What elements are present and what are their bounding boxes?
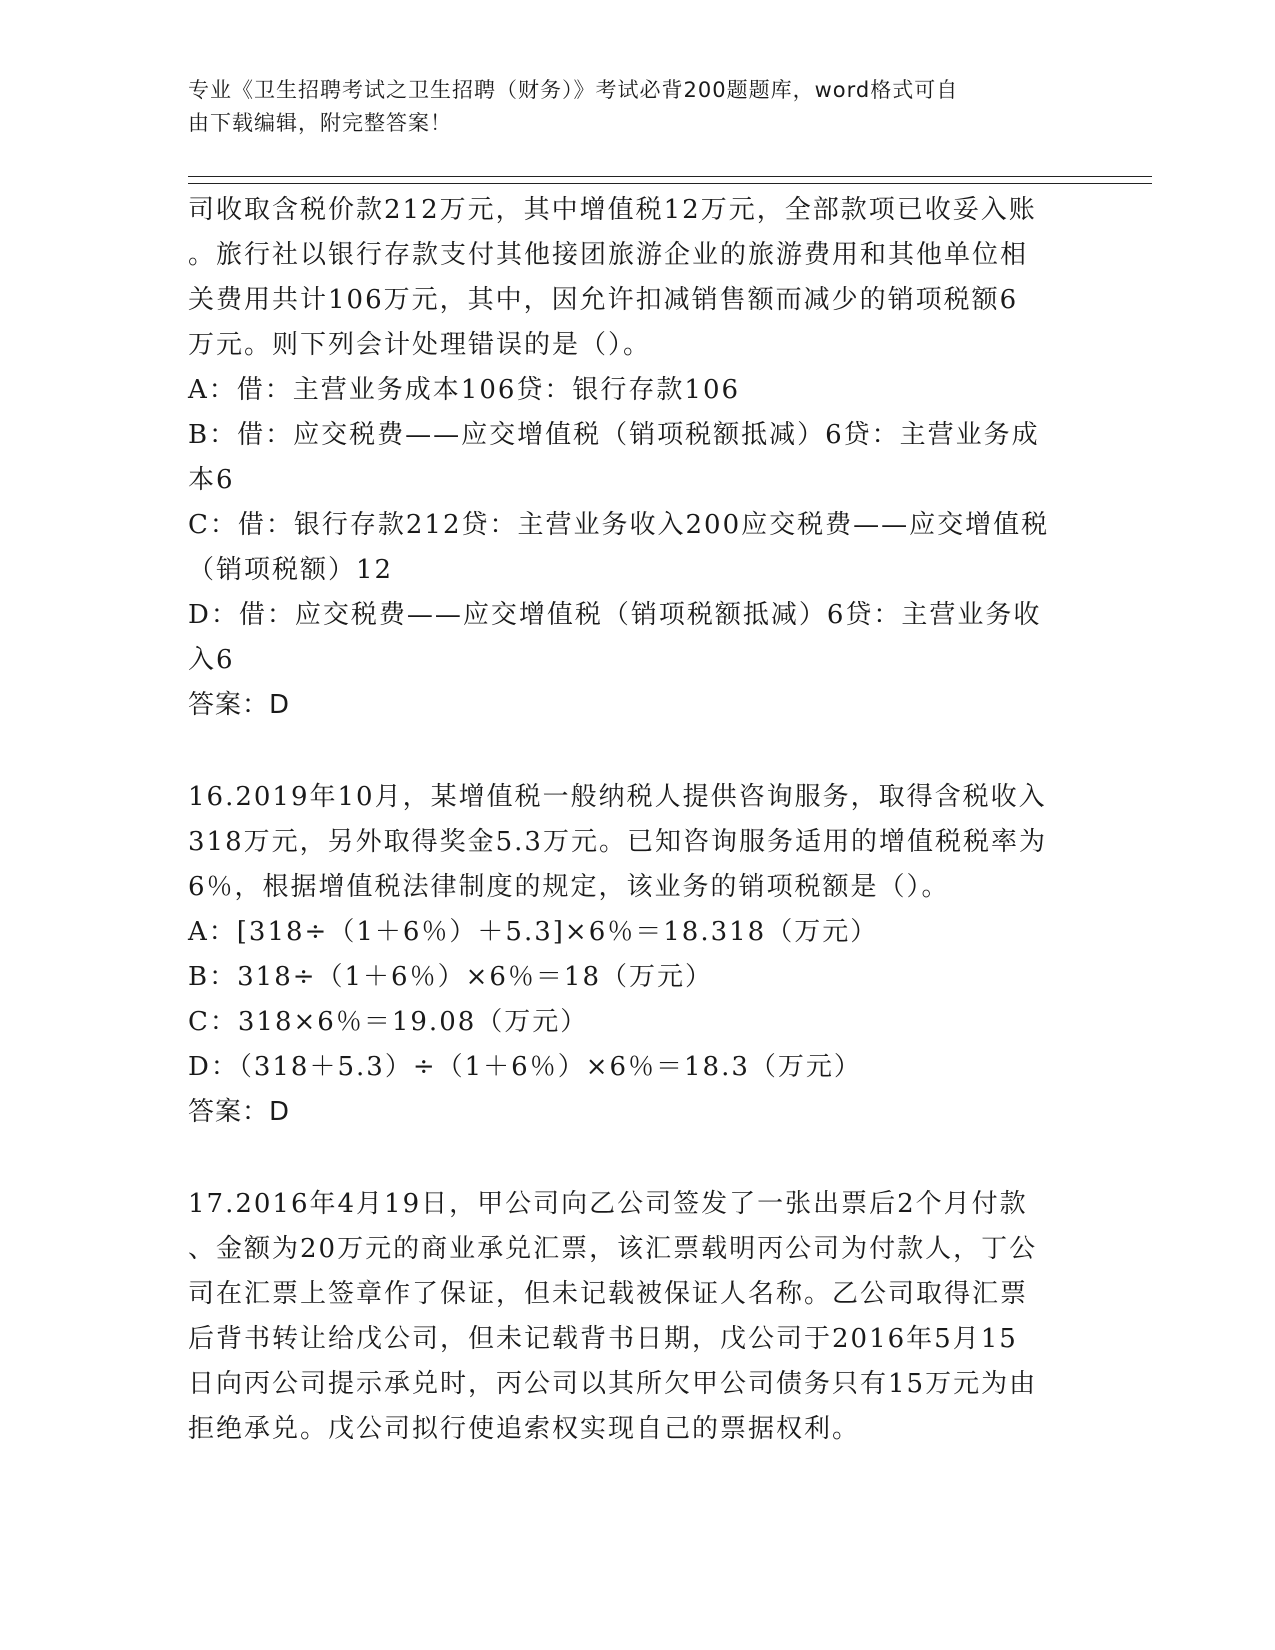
question-stem-line: 日向丙公司提示承兑时，丙公司以其所欠甲公司债务只有15万元为由 [188,1369,1038,1399]
document-header [188,74,1068,140]
option-line: C：借：银行存款212贷：主营业务收入200应交税费——应交增值税 [188,510,1050,540]
question-stem-line: 司收取含税价款212万元，其中增值税12万元，全部款项已收妥入账 [188,195,1037,225]
header-line: 专业《卫生招聘考试之卫生招聘（财务）》考试必背200题题库，word格式可自 [188,78,959,102]
option-line: 本6 [188,465,235,495]
question-stem-line: 17.2016年4月19日，甲公司向乙公司签发了一张出票后2个月付款 [188,1189,1028,1219]
question-stem-line: 拒绝承兑。戊公司拟行使追索权实现自己的票据权利。 [188,1414,861,1444]
question-15 [188,188,1068,728]
question-stem-line: 6％，根据增值税法律制度的规定，该业务的销项税额是（）。 [188,872,950,902]
header-line: 由下载编辑，附完整答案！ [188,111,452,135]
question-16 [188,775,1068,1135]
option-line: B：318÷（1＋6％）×6％＝18（万元） [188,962,714,992]
question-stem-line: 司在汇票上签章作了保证，但未记载被保证人名称。乙公司取得汇票 [188,1279,1029,1309]
question-stem-line: 。旅行社以银行存款支付其他接团旅游企业的旅游费用和其他单位相 [188,240,1029,270]
option-line: A：[318÷（1＋6％）＋5.3]×6％＝18.318（万元） [188,917,879,947]
option-line: A：借：主营业务成本106贷：银行存款106 [188,375,741,405]
question-stem-line: 16.2019年10月，某增值税一般纳税人提供咨询服务，取得含税收入 [188,782,1047,812]
question-17 [188,1182,1068,1452]
header-divider [188,183,1152,184]
option-line: B：借：应交税费——应交增值税（销项税额抵减）6贷：主营业务成 [188,420,1040,450]
question-stem-line: 关费用共计106万元，其中，因允许扣减销售额而减少的销项税额6 [188,285,1019,315]
option-line: D：（318＋5.3）÷（1＋6％）×6％＝18.3（万元） [188,1052,862,1082]
answer-line: 答案：D [188,690,291,720]
question-stem-line: 318万元，另外取得奖金5.3万元。已知咨询服务适用的增值税税率为 [188,827,1047,857]
document-body [188,188,1068,1452]
question-stem-line: 后背书转让给戊公司，但未记载背书日期，戊公司于2016年5月15 [188,1324,1018,1354]
option-line: 入6 [188,645,235,675]
question-stem-line: 万元。则下列会计处理错误的是（）。 [188,330,652,360]
option-line: D：借：应交税费——应交增值税（销项税额抵减）6贷：主营业务收 [188,600,1042,630]
header-divider [188,176,1152,177]
option-line: （销项税额）12 [188,555,394,585]
answer-line: 答案：D [188,1097,291,1127]
option-line: C：318×6％＝19.08（万元） [188,1007,589,1037]
question-stem-line: 、金额为20万元的商业承兑汇票，该汇票载明丙公司为付款人，丁公 [188,1234,1038,1264]
